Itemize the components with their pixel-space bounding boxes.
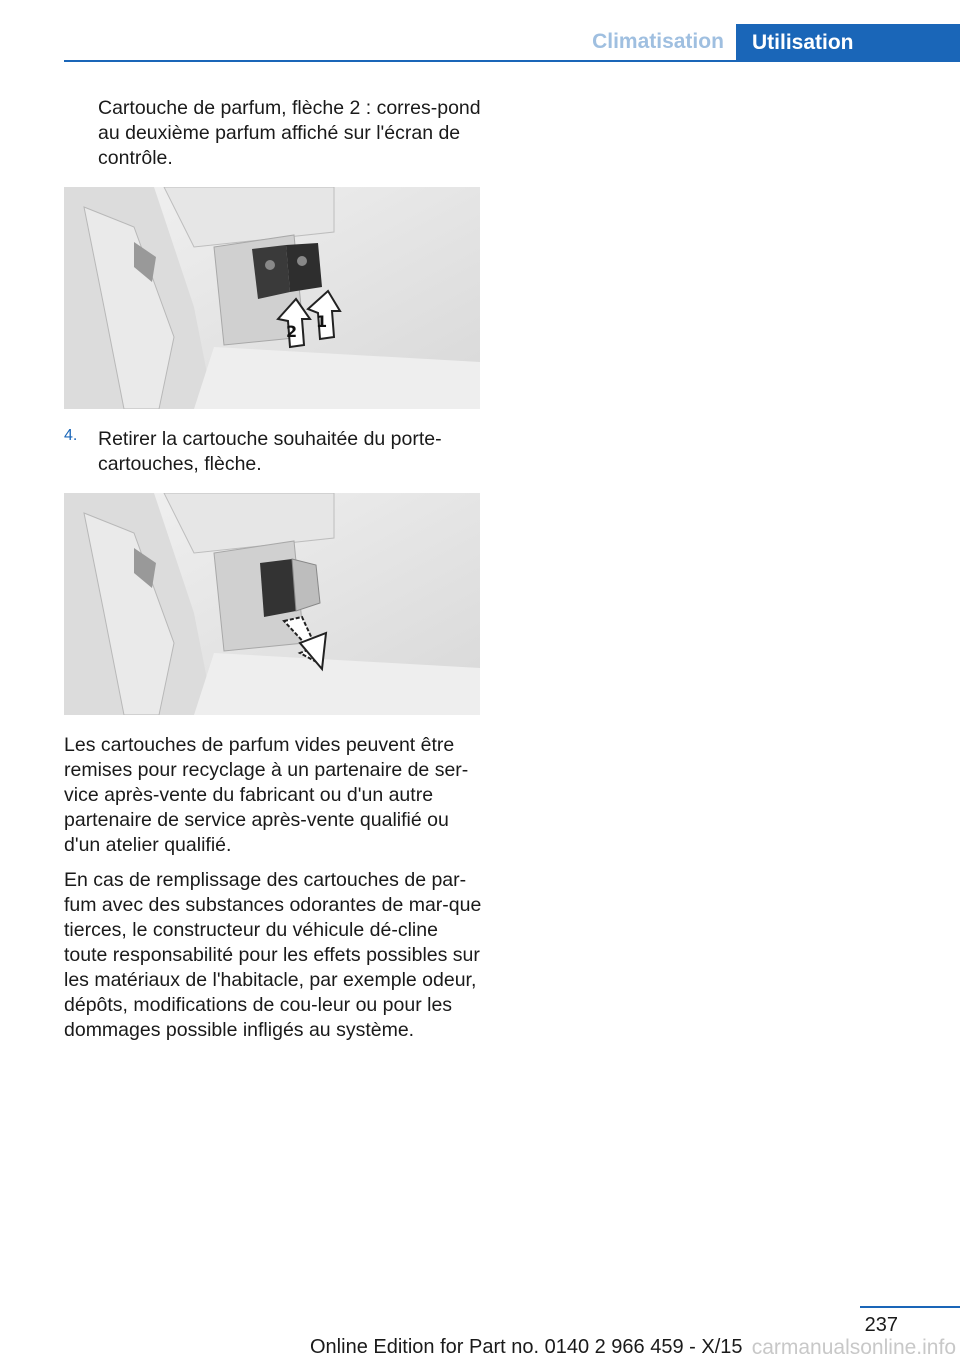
step-4-text: Retirer la cartouche souhaitée du porte‐cartouches, flèche.	[98, 428, 442, 475]
edition-text: Online Edition for Part no. 0140 2 966 459 - X/15	[310, 1336, 743, 1358]
page-header	[0, 0, 960, 64]
recycling-paragraph: Les cartouches de parfum vides peuvent être remises pour recyclage à un partenaire de ser‐vice après-vente du fabricant ou d'un autre partenaire de service après-vente qualifié ou d'un atelier qualifié.	[64, 734, 469, 856]
intro-text: Cartouche de parfum, flèche 2 : corres‐pond au deuxième parfum affiché sur l'écran de contrôle.	[98, 97, 481, 169]
chapter-tab[interactable]: Utilisation	[736, 24, 960, 62]
figure-cartridge-removal	[64, 493, 480, 715]
step-4-number: 4.	[64, 427, 78, 444]
section-tab[interactable]: Climatisation	[592, 30, 724, 53]
header-rule	[64, 60, 960, 62]
watermark: carmanualsonline.info	[751, 1336, 956, 1359]
main-content	[64, 96, 482, 1053]
arrow-label-1: 1	[316, 312, 328, 331]
liability-paragraph: En cas de remplissage des cartouches de par‐fum avec des substances odorantes de mar‐que tierces, le constructeur du véhicule dé‐cline toute responsabilité pour les effets possibles sur les matériaux de l'habitacle, par exemple odeur, dépôts, modifications de cou‐leur ou pour les dommages possible infligés au système.	[64, 869, 482, 1041]
page-number: 237	[864, 1314, 898, 1336]
step-4	[64, 427, 482, 477]
arrow-label-2: 2	[286, 322, 298, 341]
footer-rule	[860, 1306, 960, 1308]
cartridge-removal-illustration	[64, 493, 480, 715]
cartridge-arrows-illustration	[64, 187, 480, 409]
figure-cartridge-arrows	[64, 187, 480, 409]
